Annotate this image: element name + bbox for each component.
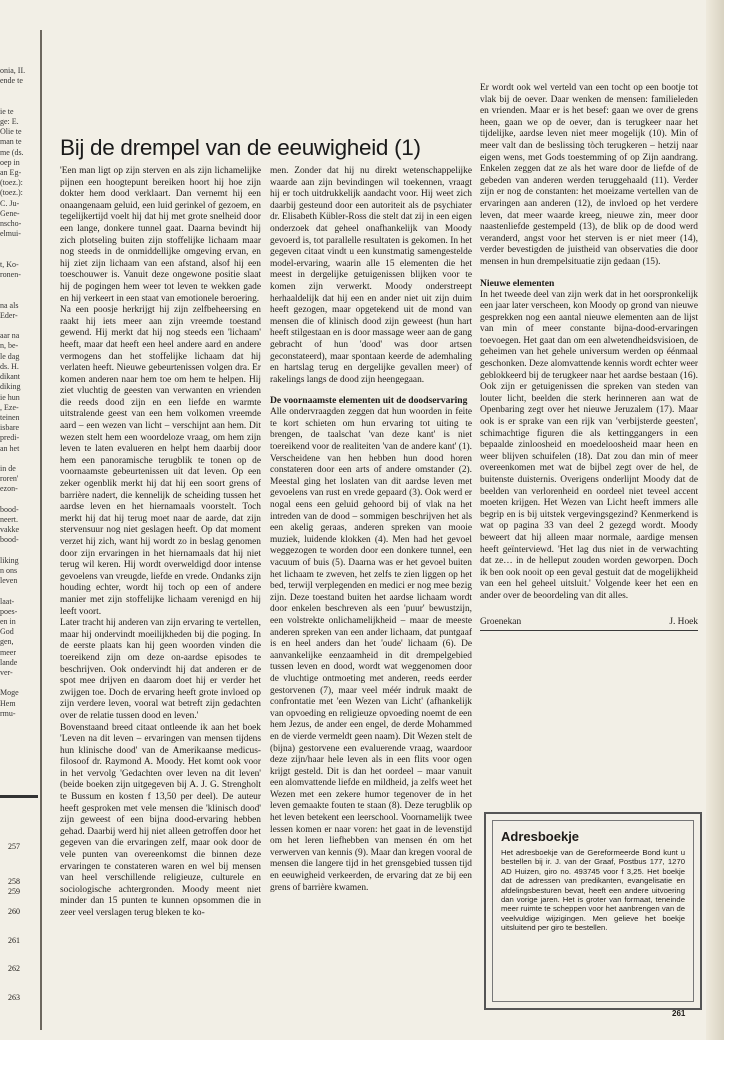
margin-fragment: meer	[0, 647, 16, 657]
signature-place: Groenekan	[480, 616, 522, 627]
paragraph: Bovenstaand breed citaat ontleende ik aan het boek 'Leven na dit leven – ervaringen van mensen tijdens hun klinische dood' van de Amerikaanse medicus-filosoof dr. Raymond A. Moody. Het komt ook voor in het vervolg 'Gedachten over leven na dit leven' (beide boeken zijn uitgegeven bij A. J. G. Strengholt te Bussum en kosten f 13,50 per deel). De auteur heeft gesproken met vele mensen die 'klinisch dood' zijn geweest of een bijna dood-ervaring hebben gehad. Daarbij werd hij niet alleen getroffen door het gegeven van die ervaringen zelf, maar ook door de vele punten van overeenkomst die binnen deze ervaringen te constateren waren en wel bij mensen van heel verschillende religieuze, culturele en sociologische achtergronden. Moody meent niet minder dan 15 punten te kunnen opsommen die in zeer veel verslagen terug bleken te ko-	[60, 722, 261, 918]
margin-fragment: ver-	[0, 667, 13, 677]
margin-fragment: aar na	[0, 331, 20, 341]
article-signature	[480, 617, 698, 632]
margin-fragment	[0, 239, 38, 249]
section-heading: De voornaamste elementen uit de doodservaring	[270, 395, 468, 407]
margin-fragment: rmu-	[0, 708, 16, 718]
margin-fragment: Eder-	[0, 310, 18, 320]
margin-fragment: Hem	[0, 698, 16, 708]
paragraph: men. Zonder dat hij nu direkt wetenschappelijke waarde aan zijn bevindingen wil toekennen, vraagt hij er toch uitdrukkelijk aandacht voor. Hij weet zich daarbij gesteund door een autoriteit als de psychiater dr. Elisabeth Kübler-Ross die stelt dat zij in een eigen onderzoek dat geheel onafhankelijk van Moody gevoerd is, tot parallelle resultaten is gekomen. In het gegeven citaat vindt u een kunstmatig samengestelde model-ervaring, waarin alle 15 elementen die het meest in dergelijke getuigenissen blijken voor te komen zijn verwerkt. Moody onderstreept herhaaldelijk dat hij een en ander niet uit zijn duim heeft gezogen, maar opgetekend uit de mond van mensen die of klinisch dood zijn geweest (hun hart heeft stilgestaan en is door massage weer aan de gang gebracht of hun 'dood' was door artsen geconstateerd), maar spontaan keerde de ademhaling en hartslag terug en dergelijke gevallen meer) of rakelings langs de dood zijn heengegaan.	[270, 166, 472, 385]
paragraph: Er wordt ook wel verteld van een tocht op een bootje tot vlak bij de oever. Daar wenken de mensen: familieleden en vrienden. Maar er is het besef: gaan we over de grens heen, gaan we op de oever, dan is terugkeer naar het tijdelijke, aardse leven niet meer mogelijk (10). Min of meer valt dan de beslissing tòch terugkeren – hetzij naar eigen wens, met Gods toestemming of op Zijn aandrang. Enkelen zeggen dat ze als het ware door de liefde of de gebeden van anderen werden teruggehaald (11). Verder zijn er nog de constanten: het moeizame vertellen van de ervaringen aan anderen (12), de invloed op het verdere leven, dat meer waarde kreeg, nieuwe zin, meer door naastenliefde gestempeld (13), de blik op de dood werd veranderd, angst voor het sterven is er niet meer (14), verder bevestigden de juistheid van observaties die door mensen in hun drempelsituatie zijn gedaan (15).	[480, 83, 698, 267]
paragraph: Later tracht hij anderen van zijn ervaring te vertellen, maar hij ondervindt moeilijkheden bij die poging. In de eerste plaats kan hij geen woorden vinden die toereikend zijn om deze on-aardse episodes te beschrijven. Ook ondervindt hij dat anderen er de spot mee drijven en daarom doet hij er verder het zwijgen toe. Doch de ervaring heeft grote invloed op zijn verdere leven, vooral wat betreft zijn gedachten over de relatie tussen dood en leven.'	[60, 618, 261, 721]
margin-fragment	[0, 454, 38, 464]
margin-number: 259	[8, 886, 20, 896]
margin-fragment: leven	[0, 576, 18, 586]
margin-fragment: in de	[0, 463, 16, 473]
article-column-1	[60, 166, 261, 1030]
margin-fragment	[0, 86, 38, 96]
margin-fragment: oep in	[0, 157, 20, 167]
margin-fragment	[0, 678, 38, 688]
margin-fragment: roren'	[0, 474, 19, 484]
margin-fragment: (toez.):	[0, 188, 23, 198]
margin-fragment: ie hun	[0, 392, 20, 402]
adresboekje-box	[484, 812, 702, 1010]
margin-fragment: nscho-	[0, 219, 22, 229]
margin-fragment	[0, 495, 38, 505]
margin-fragment: teinen	[0, 412, 20, 422]
margin-fragment: onia, II.	[0, 66, 26, 75]
margin-fragment	[0, 586, 38, 596]
margin-fragment: C. Ju-	[0, 198, 20, 208]
margin-fragment: liking	[0, 555, 19, 565]
margin-fragment: neert.	[0, 514, 18, 524]
margin-number: 261	[8, 935, 20, 945]
paragraph: Na een poosje herkrijgt hij zijn zelfbeheersing en raakt hij iets meer aan zijn vreemde toestand gewend. Hij merkt dat hij nog steeds een 'lichaam' heeft, maar dat heeft een heel andere aard en andere vermogens dan het stoffelijke lichaam dat hij verlaten heeft. Nieuwe gebeurtenissen volgen dra. Er komen anderen naar hem toe om hem te helpen. Hij ziet vluchtig de geesten van verwanten en vrienden die reeds dood zijn en een liefde en warmte uitstralende geest van een hem volkomen vreemde aard – een wezen van licht – verschijnt aan hem. Dit wezen stelt hem een woordeloze vraag, om hem zijn leven te laten evalueren en helpt hem daarbij door hem een panoramische terugblik te tonen op de voornaamste gebeurtenissen uit dat leven. Op een zeker ogenblik merkt hij dat hij een soort grens of barrière nadert, die kennelijk de scheiding tussen het aardse leven en het hiernamaals voorstelt. Toch merkt hij dat hij terug moet naar de aarde, dat zijn stervensuur nog niet geslagen heeft. Op dat moment verzet hij zich, want hij wordt zo in beslag genomen door zijn ervaringen in het hiernamaals dat hij niet terug wil keren. Hij wordt overweldigd door intense gevoelens van vreugde, liefde en vrede. Ondanks zijn houding echter, wordt hij toch op een of andere manier met zijn stoffelijke lichaam verenigd en hij leeft voort.	[60, 305, 261, 617]
margin-fragment: ezon-	[0, 484, 18, 494]
margin-fragment	[0, 97, 38, 107]
margin-fragment: ie te	[0, 106, 14, 116]
article-title: Bij de drempel van de eeuwigheid (1)	[60, 135, 421, 160]
margin-fragment: ronen-	[0, 270, 21, 280]
margin-fragment: poes-	[0, 606, 18, 616]
margin-number: 263	[8, 992, 20, 1002]
margin-fragment: lande	[0, 657, 18, 667]
signature-author: J. Hoek	[669, 616, 698, 627]
margin-fragment	[0, 250, 38, 260]
margin-fragment: ge: E.	[0, 117, 19, 127]
margin-fragment: bood-	[0, 504, 19, 514]
margin-fragment: gen,	[0, 637, 14, 647]
margin-fragment: dikant	[0, 372, 20, 382]
margin-fragment: man te	[0, 137, 22, 147]
margin-fragment	[0, 280, 38, 290]
margin-fragment: vakke	[0, 525, 20, 535]
margin-fragment: ds. H.	[0, 361, 19, 371]
margin-fragment: n, be-	[0, 341, 19, 351]
margin-number: 260	[8, 907, 20, 917]
margin-fragment: laat-	[0, 596, 15, 606]
page-number: 261	[672, 1009, 686, 1018]
margin-fragment: an Eg-	[0, 168, 22, 178]
margin-fragment	[0, 321, 38, 331]
article-column-2	[270, 166, 472, 1030]
margin-fragment	[0, 546, 38, 556]
margin-fragment: diking	[0, 382, 21, 392]
margin-fragment: elmui-	[0, 229, 21, 239]
section-heading: Nieuwe elementen	[480, 277, 555, 289]
paragraph: In het tweede deel van zijn werk dat in het oorspronkelijk een jaar later verscheen, kon Moody op grond van nieuwe gesprekken nog een aantal nieuwe elementen aan de lijst van min of meer constante bijna-dood-ervaringen toevoegen. Het gaat dan om een alwetendheidsvisioen, de geheimen van het gehele universum werden op éénmaal geschonken. Deze alomvattende kennis wordt echter weer geblokkeerd bij de terugkeer naar het aardse bestaan (16). Ook zijn er getuigenissen die spreken van steden van louter licht, beelden die sterk herinneren aan wat de Openbaring zegt over het nieuwe Jeruzalem (17). Maar ook is er sprake van een rijk van 'verbijsterde geesten', schimachtige figuren die als kettinggangers in een bepaalde zinloosheid en moedeloosheid maar heen en weer blijven schuifelen (18). Dat zou dan min of meer overeenkomen met wat de bijbel zegt over de hel, de buitenste duisternis. Overigens onderlijnt Moody dat de beelden van verlorenheid en oordeel niet teveel accent moeten krijgen. Het Wezen van Licht heeft immers alle begrip en is bij uitstek vergevingsgezind? Kenmerkend is wat op pagina 33 van deel 2 gezegd wordt. Moody beweert dat hij alleen maar normale, aardige mensen heeft geïnterviewd. 'Het lag dus niet in de verwachting dat ze… in de helleput zouden worden geworpen. Doch ik ben ook nooit op een geval gestuit dat de mogelijkheid van een hel geheel uitsluit.' Volgende keer het een en ander over de beoordeling van dit alles.	[480, 289, 698, 601]
margin-fragment: Olie te	[0, 127, 22, 137]
margin-rule	[0, 795, 38, 798]
box-title: Adresboekje	[501, 829, 580, 844]
box-text: Het adresboekje van de Gereformeerde Bond kunt u bestellen bij ir. J. van der Graaf, Postbus 177, 1270 AD Huizen, giro no. 493745 voor f 3,25. Het boekje dat de adressen van predikanten, evangelisatie en afdelingsbesturen bevat, heeft een andere uitvoering dan vorige jaren. Het is groter van formaat, teneinde meer ruimte te scheppen voor het aanbrengen van de veelvuldige wijzigingen. Men gelieve het boekje uitsluitend per giro te bestellen.	[501, 848, 685, 933]
margin-fragment: isbare	[0, 423, 20, 433]
margin-fragment: (toez.):	[0, 178, 23, 188]
margin-fragment: God	[0, 627, 14, 637]
page-fold-shadow	[40, 30, 42, 1030]
margin-fragment: bood-	[0, 535, 19, 545]
margin-fragment: ende te	[0, 76, 23, 86]
margin-fragment: Gene-	[0, 208, 20, 218]
article-column-3	[480, 83, 698, 683]
paragraph: Alle ondervraagden zeggen dat hun woorden in feite te kort schieten om hun ervaring tot uiting te brengen, de taalschat 'van deze kant' is niet toereikend voor de realiteiten 'van de andere kant' (1). Verscheidene van hen hebben hun dood horen constateren door een arts of andere omstander (2). Meestal ging het loslaten van dit aardse leven met gevoelens van rust en vrede gepaard (3). Ook werd er nogal eens een geluid gehoord bij of vlak na het intreden van de dood – sommigen beschrijven het als een akelig geraas, anderen spreken van mooie muziek, luidende klokken (4). Men had het gevoel weggezogen te worden door een donkere tunnel, een vacuum of buis (5). Daarna was er het gevoel buiten het lichaam te zweven, het zelfs te zien liggen op het bed, terwijl verplegenden en medici er nog mee bezig zijn. Deze toestand buiten het aardse lichaam wordt door enkelen beschreven als een 'puur' bewustzijn, een volstrekte onlichamelijkheid – maar de meeste anderen spreken van een ander lichaam, dat puntgaaf is en heel anders dan het 'oude' lichaam (6). De aanvankelijke eenzaamheid in dit drempelgebied tussen leven en dood, wordt wat weggenomen door de vluchtige ontmoeting met anderen, reeds eerder gestorvenen (7), maar veel méér indruk maakt de confrontatie met 'een Wezen van Licht' (afhankelijk van opvoeding en religieuze opvoeding noemt de een hem Jezus, de ander een engel, de derde Mohammed en de vierde vermeldt geen naam). Dit Wezen stelt de (bijna) gestorvene een evaluerende vraag, waardoor deze zijn/haar hele leven als in een flits voor ogen krijgt gesteld. Dit is dan het oordeel – maar vanuit een alomvattende liefde en mildheid, ja zelfs weet het Wezen met een zekere humor tegenover de in het leven gemaakte fouten te staan (8). Deze terugblik op het leven betekent een leerschool. Voornamelijk twee lessen komen er naar voren: het gaat in de levenstijd om het leren liefhebben van mensen én om het verwerven van kennis (9). Maar dan kregen vooral de mensen die langere tijd in het grensgebied tussen tijd en eeuwigheid verkeerden, de ervaring dat ze bij een grens of barrière kwamen.	[270, 407, 472, 893]
margin-fragment: predi-	[0, 433, 20, 443]
margin-number: 257	[8, 842, 20, 851]
margin-fragment	[0, 290, 38, 300]
margin-fragment: an het	[0, 443, 20, 453]
margin-fragment: , Eze-	[0, 402, 19, 412]
margin-fragment: en in	[0, 616, 16, 626]
margin-fragment: t, Ko-	[0, 259, 19, 269]
margin-fragment: le dag	[0, 351, 20, 361]
margin-fragment: n ons	[0, 565, 18, 575]
paragraph: 'Een man ligt op zijn sterven en als zijn lichamelijke pijnen een hoogtepunt bereiken hoort hij hoe zijn dokter hem dood verklaart. Dan vernemt hij een onaangenaam geluid, een luid gerinkel of gezoem, en tegelijkertijd voelt hij dat hij met grote snelheid door een lange, donkere tunnel gaat. Daarna bevindt hij zich plotseling buiten zijn stoffelijke lichaam maar nog steeds in de onmiddellijke omgeving ervan, en hij ziet zijn lichaam van een afstand, alsof hij een toeschouwer is. Vanuit deze ongewone positie slaat hij de pogingen hem weer tot leven te wekken gade en hij verkeert in een staat van emotionele beroering.	[60, 166, 261, 304]
margin-number: 258	[8, 876, 20, 886]
margin-fragment: me (ds.	[0, 147, 24, 157]
margin-number: 262	[8, 964, 20, 974]
margin-fragment: Moge	[0, 688, 19, 698]
page-edge-shadow	[706, 0, 724, 1040]
margin-fragment: na als	[0, 300, 19, 310]
